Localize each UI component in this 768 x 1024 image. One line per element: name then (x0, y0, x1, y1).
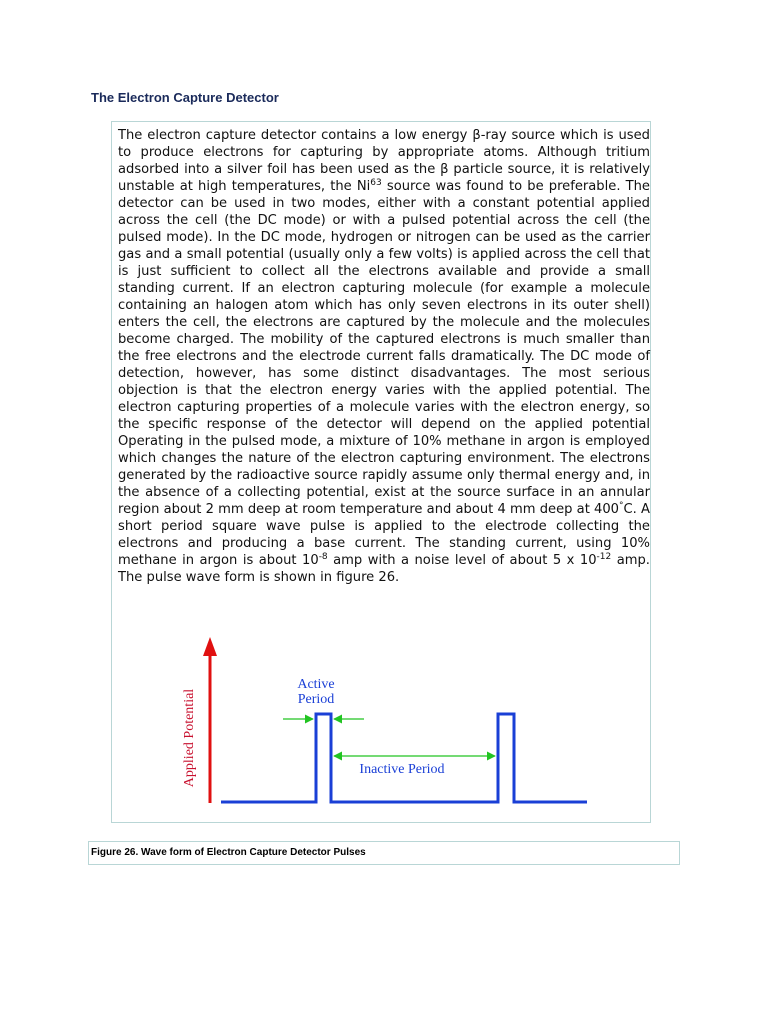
active-period-label-line1: Active (297, 677, 335, 692)
superscript-minus-12: -12 (596, 552, 612, 562)
figure-caption: Figure 26. Wave form of Electron Capture Detector Pulses (91, 847, 366, 858)
superscript-63: 63 (370, 178, 382, 188)
paragraph-seg5: amp. The pulse wave form is shown in figure 26. (118, 553, 650, 585)
paragraph-seg1: The electron capture detector contains a low energy β-ray source which is used to produce electrons for capturing by appropriate atoms. Although tritium adsorbed into a silver foil has been used as the β particle source, it is relatively unstable at high temperatures, the Ni (118, 128, 650, 194)
degree-symbol: ° (619, 501, 624, 511)
paragraph-seg2: source was found to be preferable. The detector can be used in two modes, either with a constant potential applied across the cell (the DC mode) or with a pulsed potential across the cell (the pulsed mode). In the DC mode, hydrogen or nitrogen can be used as the carrier gas and a small potential (usually only a few volts) is applied across the cell that is just sufficient to collect all the electrons available and provide a small standing current. If an electron capturing molecule (for example a molecule containing an halogen atom which has only seven electrons in its outer shell) enters the cell, the electrons are captured by the molecule and the molecules become charged. The mobility of the captured electrons is much smaller than the free electrons and the electrode current falls dramatically. The DC mode of detection, however, has some distinct disadvantages. The most serious objection is that the electron energy varies with the applied potential. The electron capturing properties of a molecule varies with the electron energy, so the specific response of the detector will depend on the applied potential Operating in the pulsed mode, a mixture of 10% methane in argon is employed which changes the nature of the electron capturing environment. The electrons generated by the radioactive source rapidly assume only thermal energy and, in the absence of a collecting potential, exist at the source surface in an annular region about 2 mm deep at room temperature and about 4 mm deep at 400 (118, 179, 650, 517)
y-axis-label: Applied Potential (182, 688, 197, 788)
inactive-period-label: Inactive Period (359, 762, 445, 777)
pulse-waveform-line (221, 714, 587, 802)
page-title: The Electron Capture Detector (91, 90, 279, 105)
superscript-minus-8: -8 (318, 552, 328, 562)
active-period-label-line2: Period (297, 692, 335, 707)
paragraph-seg4: amp with a noise level of about 5 x 10 (327, 553, 597, 568)
paragraph-seg3: C. A short period square wave pulse is applied to the electrode collecting the electrons and producing a base current. The standing current, using 10% methane in argon is about 10 (118, 502, 650, 568)
y-axis-arrow-head (203, 637, 217, 656)
